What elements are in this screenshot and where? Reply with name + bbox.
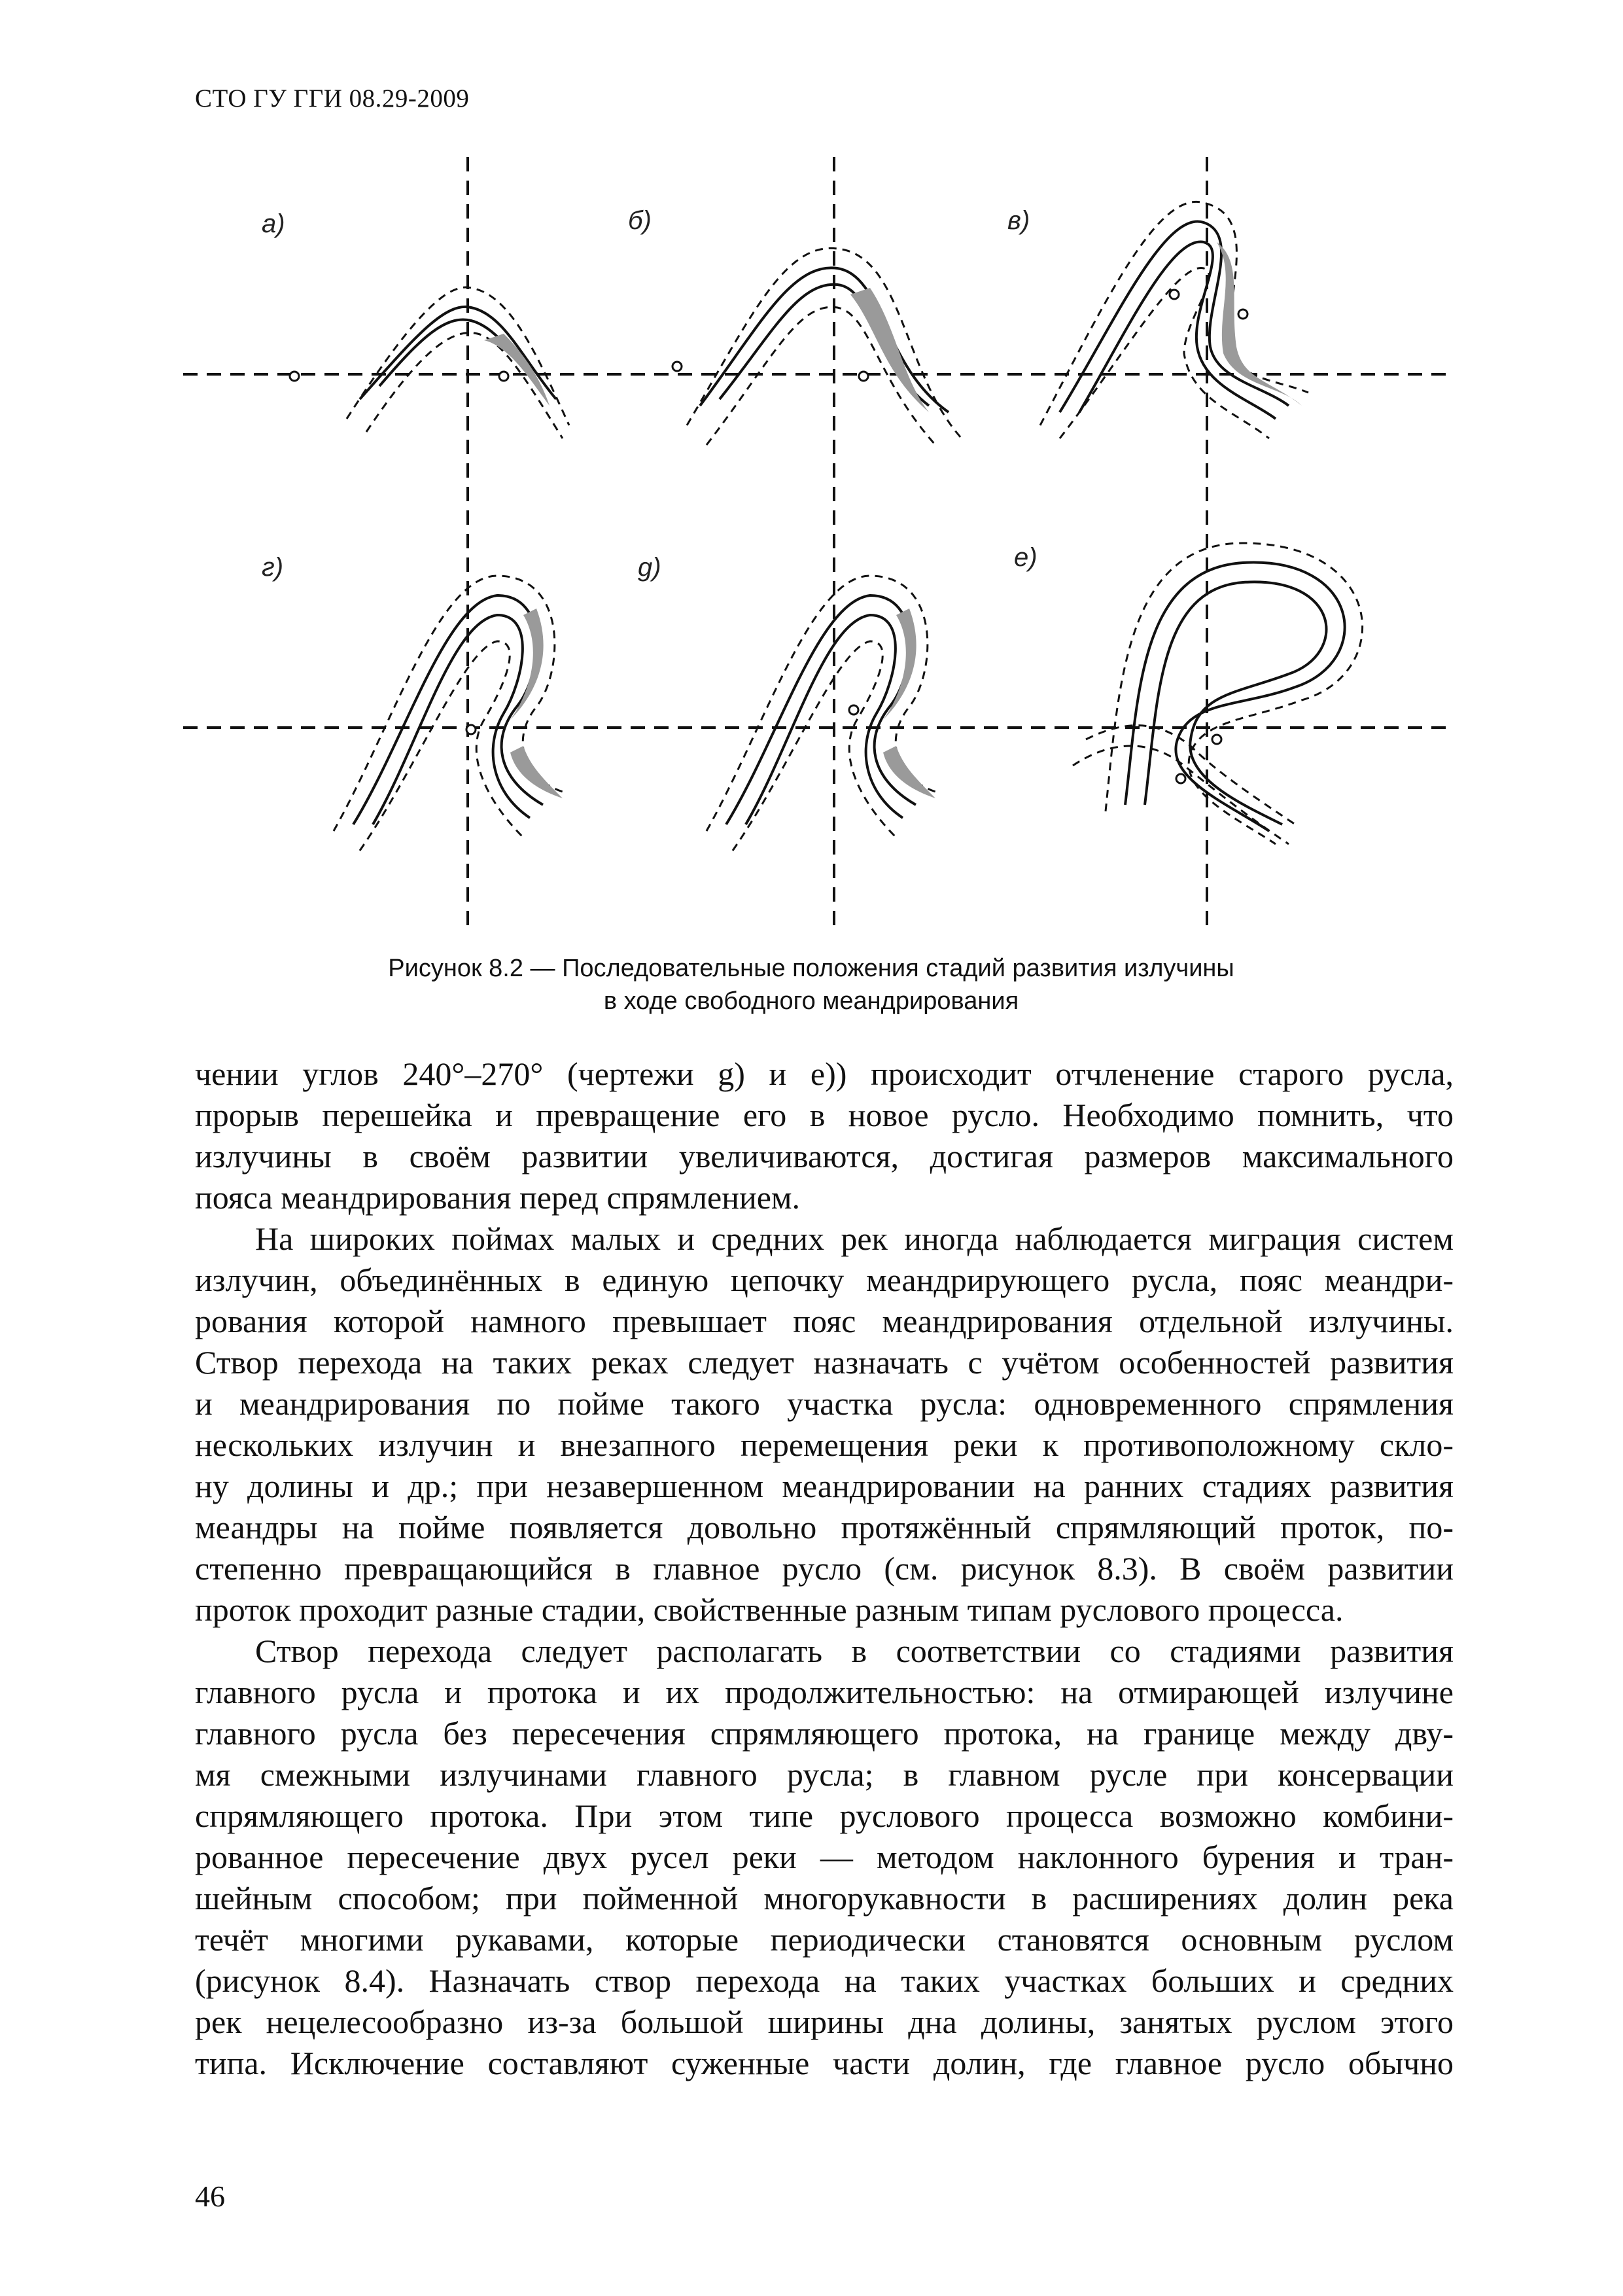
text-line: Створ перехода следует располагать в соответствии со стадиями развития bbox=[255, 1633, 1454, 1669]
text-line: проток проходит разные стадии, свойственные разным типам руслового процесса. bbox=[195, 1591, 1344, 1628]
panel-d bbox=[707, 576, 935, 851]
meander-stages-figure bbox=[170, 150, 1465, 936]
text-line: течёт многими рукавами, которые периодически становятся основным руслом bbox=[195, 1921, 1454, 1958]
caption-line: в ходе свободного меандрирования bbox=[603, 987, 1019, 1015]
panel-label-b: б) bbox=[628, 206, 652, 235]
panel-e bbox=[1073, 543, 1363, 844]
text-line: рек нецелесообразно из-за большой ширины дна долины, занятых руслом этого bbox=[195, 2004, 1454, 2040]
text-line: На широких поймах малых и средних рек иногда наблюдается миграция систем bbox=[255, 1220, 1454, 1257]
text-line: шейным способом; при пойменной многорукавности в расширениях долин река bbox=[195, 1880, 1454, 1916]
text-line: мя смежными излучинами главного русла; в главном русле при консервации bbox=[195, 1756, 1454, 1793]
panel-label-a: а) bbox=[262, 209, 285, 238]
text-line: типа. Исключение составляют суженные части долин, где главное русло обычно bbox=[195, 2045, 1454, 2081]
text-line: меандры на пойме появляется довольно протяжённый спрямляющий проток, по- bbox=[195, 1509, 1454, 1545]
panel-label-g: г) bbox=[262, 553, 284, 582]
panel-label-e: е) bbox=[1014, 543, 1038, 572]
figure-caption bbox=[196, 952, 1426, 1017]
text-line: чении углов 240°–270° (чертежи g) и е)) происходит отчленение старого русла, bbox=[195, 1055, 1454, 1092]
text-line: излучин, объединённых в единую цепочку меандрирующего русла, пояс меандри- bbox=[195, 1262, 1454, 1298]
caption-line: Рисунок 8.2 — Последовательные положения стадий развития излучины bbox=[388, 955, 1234, 982]
text-line: (рисунок 8.4). Назначать створ перехода на таких участках больших и средних bbox=[195, 1962, 1454, 1999]
text-line: и меандрирования по пойме такого участка русла: одновременного спрямления bbox=[195, 1385, 1454, 1422]
text-line: нескольких излучин и внезапного перемещения реки к противоположному скло- bbox=[195, 1426, 1454, 1463]
text-line: излучины в своём развитии увеличиваются, достигая размеров максимального bbox=[195, 1138, 1454, 1174]
page-number: 46 bbox=[195, 2180, 225, 2213]
panel-g bbox=[334, 576, 563, 851]
meander-diagram bbox=[170, 150, 1465, 936]
panel-label-v: в) bbox=[1007, 206, 1030, 235]
text-line: ну долины и др.; при незавершенном меандрировании на ранних стадиях развития bbox=[195, 1468, 1454, 1504]
channel-markers bbox=[290, 290, 1248, 783]
body-text bbox=[195, 1053, 1454, 2084]
text-line: рования которой намного превышает пояс меандрирования отдельной излучины. bbox=[195, 1303, 1454, 1339]
text-line: главного русла без пересечения спрямляющего протока, на границе между дву- bbox=[195, 1715, 1454, 1752]
document-code-header: СТО ГУ ГГИ 08.29-2009 bbox=[195, 84, 470, 113]
text-line: пояса меандрирования перед спрямлением. bbox=[195, 1179, 801, 1216]
text-line: степенно превращающийся в главное русло (см. рисунок 8.3). В своём развитии bbox=[195, 1550, 1454, 1587]
text-line: рованное пересечение двух русел реки — методом наклонного бурения и тран- bbox=[195, 1839, 1454, 1875]
text-line: Створ перехода на таких реках следует назначать с учётом особенностей развития bbox=[195, 1344, 1454, 1381]
panel-a bbox=[347, 287, 569, 438]
panel-label-d: g) bbox=[638, 553, 661, 582]
text-line: прорыв перешейка и превращение его в новое русло. Необходимо помнить, что bbox=[195, 1097, 1454, 1133]
text-line: спрямляющего протока. При этом типе руслового процесса возможно комбини- bbox=[195, 1797, 1454, 1834]
panel-b bbox=[687, 248, 962, 445]
panel-v bbox=[1040, 202, 1308, 438]
text-line: главного русла и протока и их продолжительностью: на отмирающей излучине bbox=[195, 1674, 1454, 1710]
